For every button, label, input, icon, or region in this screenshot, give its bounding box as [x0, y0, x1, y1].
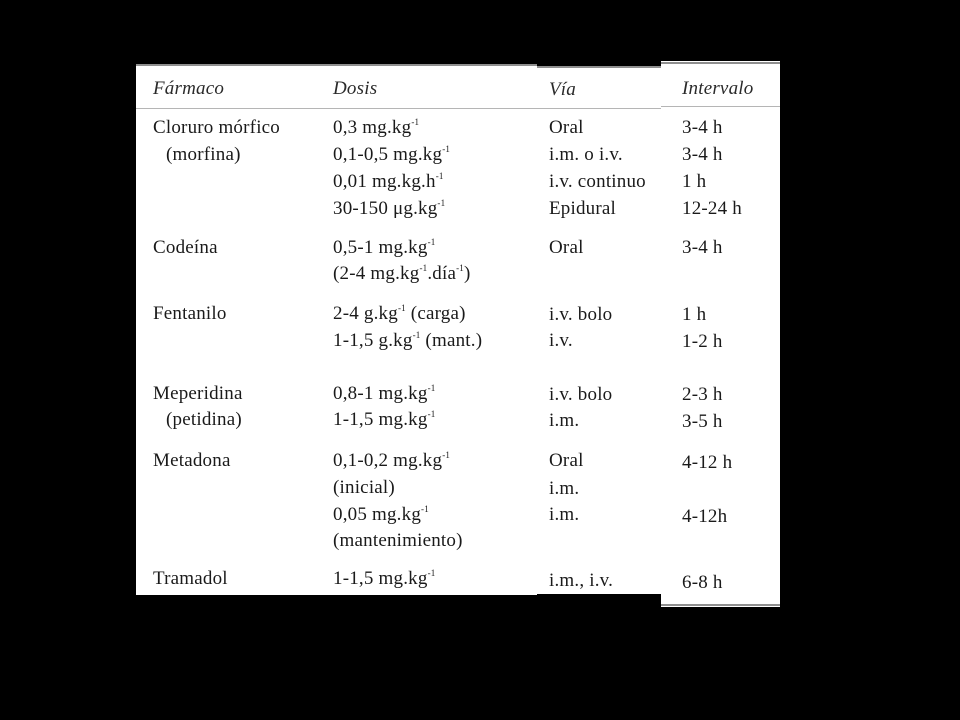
- header-rule: [136, 108, 537, 109]
- interval-value: 12-24 h: [682, 198, 742, 219]
- route-value: Oral: [549, 117, 584, 138]
- interval-value: 1 h: [682, 304, 707, 325]
- interval-value: 4-12h: [682, 506, 728, 527]
- route-value: Oral: [549, 237, 584, 258]
- dose-value: 1-1,5 $mg.kg^{-1}$: [333, 409, 436, 430]
- route-value: i.m.: [549, 504, 580, 525]
- drug-name: Metadona: [153, 450, 231, 471]
- dose-value: (inicial): [333, 477, 395, 498]
- interval-value: 2-3 h: [682, 384, 723, 405]
- dose-value: (mantenimiento): [333, 530, 463, 551]
- dose-value: 0,3 $mg.kg^{-1}$: [333, 117, 420, 138]
- dose-value: 2-4 $g.kg^{-1}$ (carga): [333, 303, 466, 324]
- drug-name: Meperidina: [153, 383, 243, 404]
- route-value: i.v. bolo: [549, 304, 613, 325]
- header-dose: Dosis: [333, 78, 378, 99]
- dose-value: 0,05 $mg.kg^{-1}$: [333, 504, 429, 525]
- drug-name: Codeína: [153, 237, 218, 258]
- dose-value: 0,8-1 $mg.kg^{-1}$: [333, 383, 436, 404]
- interval-value: 3-4 h: [682, 237, 723, 258]
- header-rule: [537, 108, 661, 109]
- dose-value: 30-150 $\mu g.kg^{-1}$: [333, 198, 446, 219]
- route-value: i.m., i.v.: [549, 570, 614, 591]
- dose-value: 1-1,5 $g.kg^{-1}$ (mant.): [333, 330, 483, 351]
- route-value: i.v.: [549, 330, 573, 351]
- interval-value: 4-12 h: [682, 452, 733, 473]
- drug-alias: (petidina): [166, 409, 242, 430]
- header-rule: [661, 106, 780, 107]
- dose-value: 1-1,5 $mg.kg^{-1}$: [333, 568, 436, 589]
- route-value: i.m. o i.v.: [549, 144, 623, 165]
- route-value: Oral: [549, 450, 584, 471]
- bottom-rule: [661, 604, 780, 606]
- dose-value: 0,1-0,2 $mg.kg^{-1}$: [333, 450, 451, 471]
- route-value: i.m.: [549, 410, 580, 431]
- top-rule: [136, 64, 537, 66]
- top-rule: [661, 62, 780, 64]
- drug-name: Cloruro mórfico: [153, 117, 281, 138]
- drug-alias: (morfina): [166, 144, 241, 165]
- top-rule: [537, 66, 661, 68]
- dose-value: (2-4 $mg.kg^{-1}.día^{-1}$): [333, 263, 471, 284]
- interval-value: 3-4 h: [682, 117, 723, 138]
- dose-value: 0,5-1 $mg.kg^{-1}$: [333, 237, 436, 258]
- interval-value: 1 h: [682, 171, 707, 192]
- drug-name: Tramadol: [153, 568, 228, 589]
- drug-name: Fentanilo: [153, 303, 227, 324]
- route-value: i.m.: [549, 478, 580, 499]
- header-interval: Intervalo: [682, 78, 754, 99]
- interval-value: 6-8 h: [682, 572, 723, 593]
- route-value: i.v. bolo: [549, 384, 613, 405]
- header-route: Vía: [549, 79, 576, 100]
- route-value: i.v. continuo: [549, 171, 646, 192]
- interval-value: 1-2 h: [682, 331, 723, 352]
- dose-value: 0,01 $mg.kg.h^{-1}$: [333, 171, 444, 192]
- route-value: Epidural: [549, 198, 617, 219]
- interval-value: 3-5 h: [682, 411, 723, 432]
- header-drug: Fármaco: [153, 78, 225, 99]
- dose-value: 0,1-0,5 $mg.kg^{-1}$: [333, 144, 451, 165]
- interval-value: 3-4 h: [682, 144, 723, 165]
